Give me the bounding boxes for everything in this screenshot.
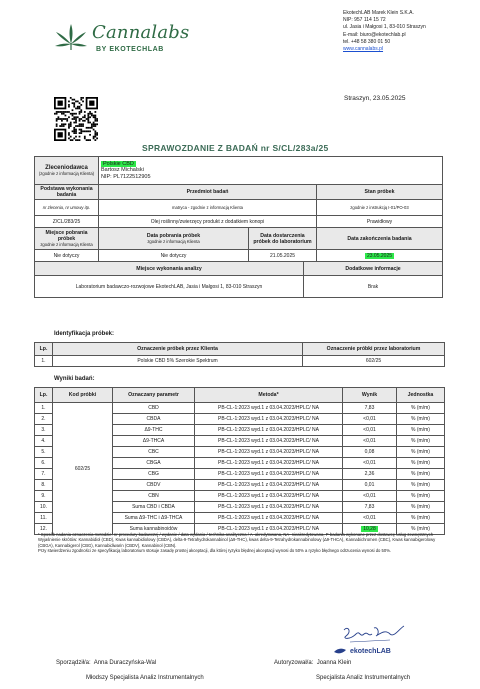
results-header-result: Wynik bbox=[343, 388, 397, 403]
approved-by-name: Joanna Klein bbox=[316, 660, 352, 666]
sample-state: Prawidłowy bbox=[317, 216, 443, 228]
sample-state-subtext: zgodnie z instrukcją I-01/PO-03 bbox=[317, 200, 443, 216]
analysis-place: Laboratorium badawczo-rozwojowe EkotechLAB, Jasia i Małgosi 1, 83-010 Straszyn bbox=[35, 276, 304, 298]
sample-state-header: Stan próbek bbox=[317, 185, 443, 200]
client-label-note: (zgodnie z informacją Klienta) bbox=[38, 171, 95, 176]
approved-by-title: Specjalista Analiz Instrumentalnych bbox=[316, 675, 411, 681]
result-method: PB-CL-1:2023 wyd.1 z 03.04.2023/HPLC/ NA bbox=[195, 458, 343, 469]
sampling-date: Nie dotyczy bbox=[99, 250, 249, 262]
result-parameter: Δ9-THCA bbox=[113, 436, 195, 447]
footnote-method: * Sposób nadania oznaczenia metodzie: nr procedury badawczej / wydanie / data wydania / technika analityczna / A -akredytowana, NA- nieakredytowana, P-badania wykonane przez dostawcę usług zewnętrznych bbox=[38, 532, 434, 537]
analysis-place-header: Miejsce wykonania analizy bbox=[35, 262, 304, 276]
result-method: PB-CL-1:2023 wyd.1 z 03.04.2023/HPLC/ NA bbox=[195, 513, 343, 524]
result-method: PB-CL-1:2023 wyd.1 z 03.04.2023/HPLC/ NA bbox=[195, 524, 343, 535]
completion-date-cell bbox=[317, 250, 443, 262]
prepared-by bbox=[56, 660, 156, 666]
signature-stamp bbox=[330, 622, 414, 660]
result-sample-code: 602/25 bbox=[53, 403, 113, 535]
results-section-title: Wyniki badań: bbox=[54, 376, 95, 382]
results-header-sample-code: Kod próbki bbox=[53, 388, 113, 403]
ident-header-lp: Lp. bbox=[35, 343, 53, 356]
footnote-decision-rule: Przy stwierdzeniu zgodności ze specyfikacją laboratorium stosuje zasadę prostej akceptacji, dla której ryzyko błędnej akceptacji wynosi do 50% a ryzyko błędnego odrzucenia wynosi do 50%. bbox=[38, 548, 392, 554]
delivery-date-header: Data dostarczenia próbek do laboratorium bbox=[249, 228, 317, 250]
ident-lab-label: 602/25 bbox=[303, 356, 445, 367]
result-value: <0,01 bbox=[343, 436, 397, 447]
results-header-unit: Jednostka bbox=[397, 388, 445, 403]
company-line: E-mail: biuro@ekotechlab.pl bbox=[343, 31, 406, 38]
result-method: PB-CL-1:2023 wyd.1 z 03.04.2023/HPLC/ NA bbox=[195, 491, 343, 502]
basis-note: nr zlecenia, nr umowy itp. bbox=[42, 205, 91, 210]
company-line: tel. +48 58 380 01 50 bbox=[343, 38, 391, 45]
ident-header-client-label: Oznaczenie próbek przez Klienta bbox=[53, 343, 303, 356]
sampling-date-note: zgodnie z informacją Klienta bbox=[147, 239, 200, 244]
report-info-table bbox=[34, 156, 443, 298]
company-line: NIP: 957 114 15 72 bbox=[343, 17, 386, 24]
result-lp: 11. bbox=[35, 513, 53, 524]
basis-header: Podstawa wykonania badania bbox=[35, 185, 99, 200]
additional-info: Brak bbox=[304, 276, 443, 298]
company-line: ul. Jasia i Małgosi 1, 83-010 Straszyn bbox=[343, 24, 426, 31]
result-unit: % (m/m) bbox=[397, 491, 445, 502]
result-value: <0,01 bbox=[343, 458, 397, 469]
result-parameter: Δ9-THC bbox=[113, 425, 195, 436]
sampling-place-note: zgodnie z informacją Klienta bbox=[40, 242, 93, 247]
result-method: PB-CL-1:2023 wyd.1 z 03.04.2023/HPLC/ NA bbox=[195, 403, 343, 414]
result-lp: 3. bbox=[35, 425, 53, 436]
test-subject: Olej roślinny/zwierzęcy produkt z dodatkiem konopi bbox=[99, 216, 317, 228]
result-parameter: CBGA bbox=[113, 458, 195, 469]
result-lp: 1. bbox=[35, 403, 53, 414]
result-lp: 12. bbox=[35, 524, 53, 535]
result-value: 10,28 bbox=[363, 526, 376, 532]
result-lp: 9. bbox=[35, 491, 53, 502]
company-line: EkotechLAB Marek Klein S.K.A. bbox=[343, 10, 414, 16]
result-method: PB-CL-1:2023 wyd.1 z 03.04.2023/HPLC/ NA bbox=[195, 414, 343, 425]
results-table bbox=[34, 387, 445, 535]
qr-code-icon bbox=[54, 97, 98, 141]
footnote-abbreviations: Wyjaśnienie skrótów: Kannabidiol (CBD), Kwas kannabidiolowy (CBDA), delta-9-Tetrahydrokannabinol (Δ9-THC), kwas delta-9-Tetrahydrokannabinolowy (Δ9-THCA), Kannabichromen (CBC), Kwas kannabigerolowy (CBGA), Kannabigerol (CBG), Kannabidiwarin (CBDV), Kannabinol (CBN). bbox=[38, 537, 436, 548]
result-lp: 6. bbox=[35, 458, 53, 469]
result-method: PB-CL-1:2023 wyd.1 z 03.04.2023/HPLC/ NA bbox=[195, 480, 343, 491]
result-unit: % (m/m) bbox=[397, 502, 445, 513]
prepared-by-name: Anna Duraczyńska-Wal bbox=[93, 660, 157, 666]
result-unit: % (m/m) bbox=[397, 425, 445, 436]
company-info bbox=[343, 10, 426, 53]
ident-lp: 1. bbox=[35, 356, 53, 367]
results-header-method: Metoda* bbox=[195, 388, 343, 403]
identification-table bbox=[34, 342, 445, 367]
result-lp: 5. bbox=[35, 447, 53, 458]
result-method: PB-CL-1:2023 wyd.1 z 03.04.2023/HPLC/ NA bbox=[195, 447, 343, 458]
ident-client-label: Polskie CBD 5% Szerokie Spektrum bbox=[53, 356, 303, 367]
table-row bbox=[35, 403, 445, 414]
client-label-cell bbox=[35, 157, 99, 185]
result-parameter: CBDA bbox=[113, 414, 195, 425]
approved-by bbox=[274, 660, 351, 666]
completion-date: 23.05.2025 bbox=[366, 252, 393, 259]
subject-subtext: matryca - zgodnie z informacją Klienta bbox=[99, 200, 317, 216]
approved-by-label: Autoryzował/a: bbox=[274, 660, 314, 666]
result-unit: % (m/m) bbox=[397, 447, 445, 458]
result-parameter: CBG bbox=[113, 469, 195, 480]
results-header-parameter: Oznaczany parametr bbox=[113, 388, 195, 403]
basis-subtext bbox=[35, 200, 99, 216]
client-nip: NIP: PL7122512905 bbox=[101, 173, 151, 180]
result-unit: % (m/m) bbox=[397, 403, 445, 414]
prepared-by-label: Sporządził/a: bbox=[56, 660, 91, 666]
sampling-place-header: Miejsce pobrania próbek bbox=[45, 230, 88, 242]
result-parameter: Suma kannabinoidów bbox=[113, 524, 195, 535]
place-and-date: Straszyn, 23.05.2025 bbox=[344, 95, 406, 102]
result-parameter: CBC bbox=[113, 447, 195, 458]
result-method: PB-CL-1:2023 wyd.1 z 03.04.2023/HPLC/ NA bbox=[195, 436, 343, 447]
result-value: 0,08 bbox=[343, 447, 397, 458]
result-method: PB-CL-1:2023 wyd.1 z 03.04.2023/HPLC/ NA bbox=[195, 502, 343, 513]
delivery-date: 21.05.2025 bbox=[249, 250, 317, 262]
sampling-place: Nie dotyczy bbox=[35, 250, 99, 262]
result-value: 7,83 bbox=[343, 403, 397, 414]
result-parameter: CBN bbox=[113, 491, 195, 502]
result-unit: % (m/m) bbox=[397, 469, 445, 480]
identification-section-title: Identyfikacja próbek: bbox=[54, 331, 115, 337]
result-parameter: Suma Δ9-THC i Δ9-THCA bbox=[113, 513, 195, 524]
footnotes bbox=[38, 532, 448, 554]
result-value: <0,01 bbox=[343, 513, 397, 524]
client-label: Zleceniodawca bbox=[45, 165, 88, 171]
report-title: SPRAWOZDANIE Z BADAŃ nr S/CL/283a/25 bbox=[142, 143, 329, 153]
client-name: Polskie CBD bbox=[103, 160, 134, 167]
subject-header: Przedmiot badań bbox=[99, 185, 317, 200]
company-website-link[interactable]: www.cannalabs.pl bbox=[343, 46, 384, 53]
result-value: <0,01 bbox=[343, 491, 397, 502]
result-value: 0,01 bbox=[343, 480, 397, 491]
result-value: <0,01 bbox=[343, 414, 397, 425]
result-value: 7,83 bbox=[343, 502, 397, 513]
brand-logo-text: Cannalabs bbox=[92, 22, 190, 43]
result-parameter: CBD bbox=[113, 403, 195, 414]
result-lp: 2. bbox=[35, 414, 53, 425]
client-details-cell bbox=[99, 157, 443, 185]
result-unit: % (m/m) bbox=[397, 480, 445, 491]
result-parameter: CBDV bbox=[113, 480, 195, 491]
stamp-brand: ekotechLAB bbox=[350, 648, 391, 655]
results-header-lp: Lp. bbox=[35, 388, 53, 403]
result-parameter: Suma CBD i CBDA bbox=[113, 502, 195, 513]
sampling-date-header-cell bbox=[99, 228, 249, 250]
brand-logo-subtitle: BY EKOTECHLAB bbox=[96, 46, 164, 53]
result-lp: 4. bbox=[35, 436, 53, 447]
result-unit: % (m/m) bbox=[397, 414, 445, 425]
result-unit: % (m/m) bbox=[397, 436, 445, 447]
table-row bbox=[35, 356, 445, 367]
result-unit: % (m/m) bbox=[397, 458, 445, 469]
sampling-date-header: Data pobrania próbek bbox=[146, 233, 201, 239]
result-unit: % (m/m) bbox=[397, 524, 445, 535]
result-value: 2,36 bbox=[343, 469, 397, 480]
additional-info-header: Dodatkowe informacje bbox=[304, 262, 443, 276]
sampling-place-header-cell bbox=[35, 228, 99, 250]
ident-header-lab-label: Oznaczenie próbki przez laboratorium bbox=[303, 343, 445, 356]
result-value: <0,01 bbox=[343, 425, 397, 436]
prepared-by-title: Młodszy Specjalista Analiz Instrumentalnych bbox=[86, 675, 204, 681]
order-number: Z/CL/283/25 bbox=[35, 216, 99, 228]
result-method: PB-CL-1:2023 wyd.1 z 03.04.2023/HPLC/ NA bbox=[195, 469, 343, 480]
client-person: Bartosz Michalski bbox=[101, 167, 144, 174]
result-lp: 10. bbox=[35, 502, 53, 513]
result-lp: 8. bbox=[35, 480, 53, 491]
result-unit: % (m/m) bbox=[397, 513, 445, 524]
completion-date-header: Data zakończenia badania bbox=[317, 228, 443, 250]
result-lp: 7. bbox=[35, 469, 53, 480]
result-method: PB-CL-1:2023 wyd.1 z 03.04.2023/HPLC/ NA bbox=[195, 425, 343, 436]
cannabis-leaf-icon bbox=[52, 22, 90, 52]
